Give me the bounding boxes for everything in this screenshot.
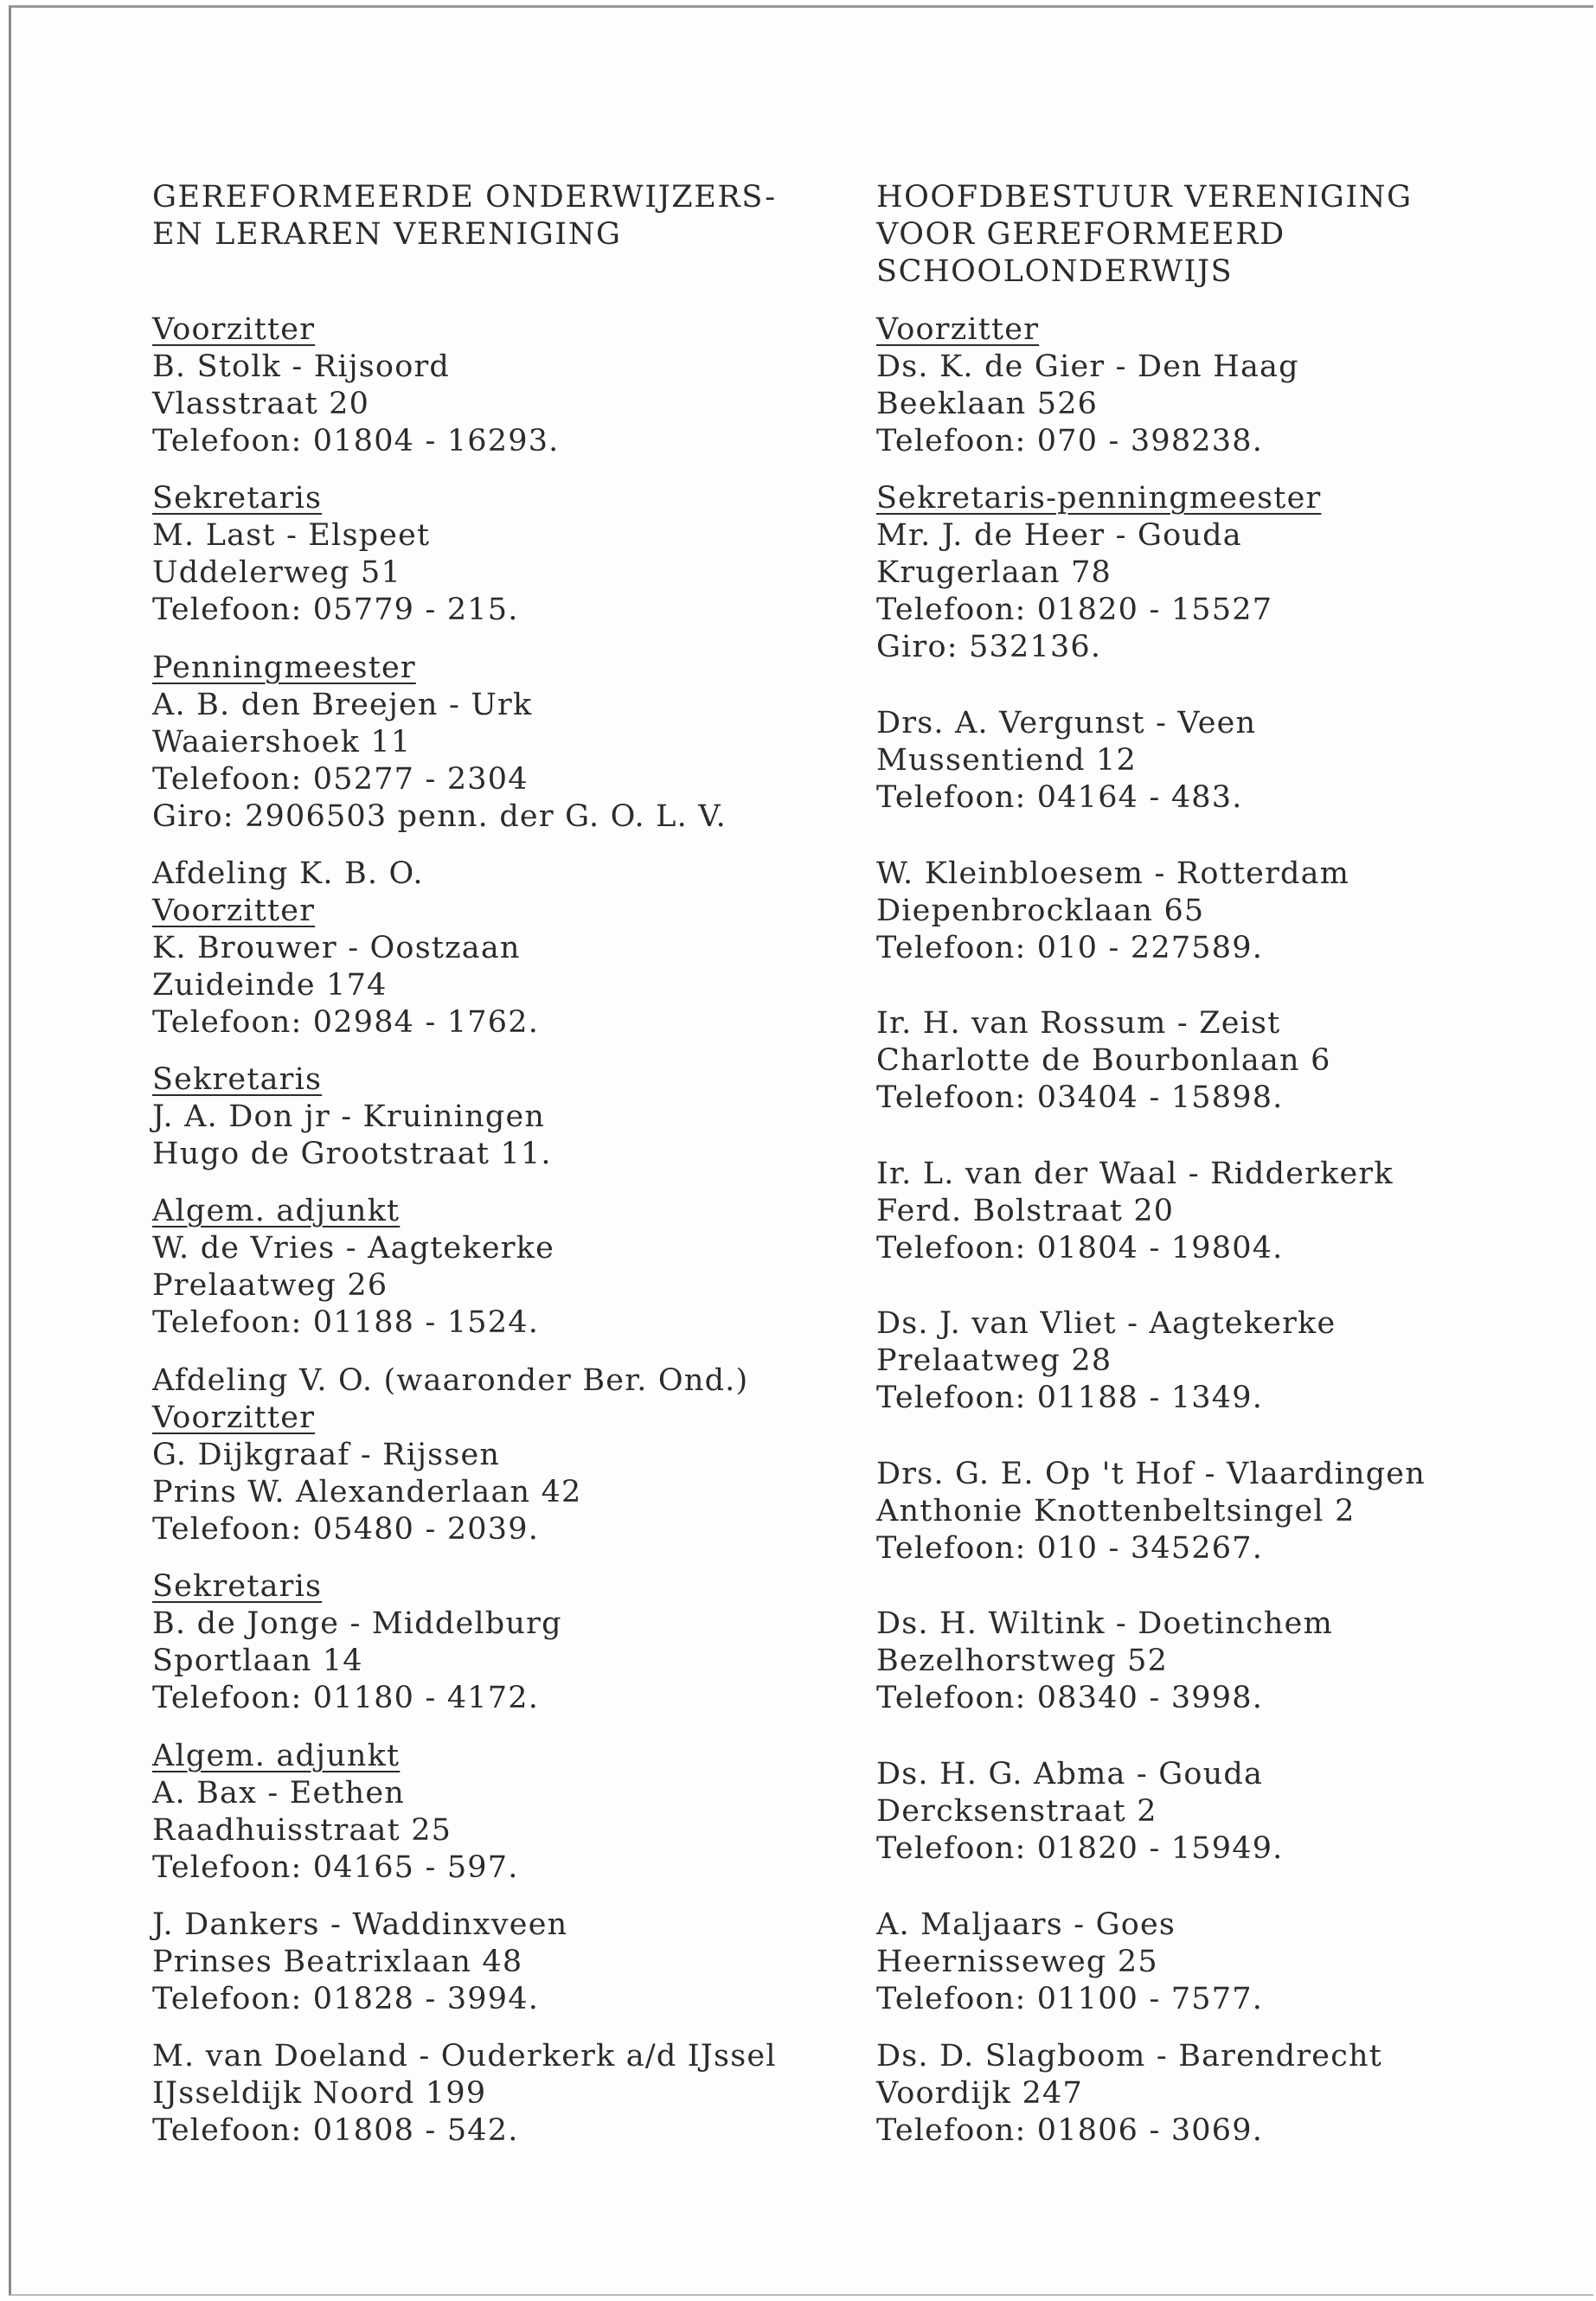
entry-address: Vlasstraat 20 [152,387,370,421]
entry-address: Prinses Beatrixlaan 48 [152,1945,523,1979]
entry-phone: Telefoon: 01806 - 3069. [876,2113,1264,2148]
left-heading-line-2: EN LERAREN VERENIGING [152,217,622,252]
entry-name: J. Dankers - Waddinxveen [152,1907,568,1942]
entry-address: Anthonie Knottenbeltsingel 2 [876,1494,1356,1529]
label-voorzitter: Voorzitter [876,312,1040,347]
entry-phone: Telefoon: 01188 - 1524. [152,1305,540,1340]
label-voorzitter: Voorzitter [152,894,316,928]
entry-name: B. de Jonge - Middelburg [152,1606,562,1641]
entry-phone: Telefoon: 03404 - 15898. [876,1080,1284,1115]
entry-phone: Telefoon: 08340 - 3998. [876,1681,1264,1715]
entry-giro: Giro: 2906503 penn. der G. O. L. V. [152,799,727,834]
entry-name: K. Brouwer - Oostzaan [152,931,521,965]
document-page [9,5,1593,2296]
label-sekretaris: Sekretaris [152,481,323,516]
entry-address: Krugerlaan 78 [876,555,1112,590]
entry-phone: Telefoon: 01188 - 1349. [876,1381,1264,1415]
entry-phone: Telefoon: 01828 - 3994. [152,1982,540,2016]
entry-address: Zuideinde 174 [152,968,388,1003]
label-voorzitter: Voorzitter [152,1400,316,1435]
entry-address: Uddelerweg 51 [152,555,401,590]
entry-address: IJsseldijk Noord 199 [152,2076,487,2111]
entry-name: Ds. H. Wiltink - Doetinchem [876,1606,1333,1641]
entry-address: Mussentiend 12 [876,743,1137,778]
entry-name: B. Stolk - Rijsoord [152,349,451,384]
entry-phone: Telefoon: 04165 - 597. [152,1850,519,1885]
entry-address: Hugo de Grootstraat 11. [152,1137,552,1171]
entry-phone: Telefoon: 01100 - 7577. [876,1982,1264,2016]
entry-name: W. de Vries - Aagtekerke [152,1231,555,1266]
entry-name: Ds. K. de Gier - Den Haag [876,349,1299,384]
entry-address: Raadhuisstraat 25 [152,1813,452,1848]
entry-name: A. B. den Breejen - Urk [152,688,533,722]
section-heading-afdeling-vo: Afdeling V. O. (waaronder Ber. Ond.) [152,1363,749,1398]
entry-address: Charlotte de Bourbonlaan 6 [876,1043,1331,1078]
entry-giro: Giro: 532136. [876,630,1102,664]
entry-phone: Telefoon: 05277 - 2304 [152,762,529,797]
entry-phone: Telefoon: 02984 - 1762. [152,1005,540,1040]
entry-phone: Telefoon: 01180 - 4172. [152,1681,540,1715]
entry-name: Ds. H. G. Abma - Gouda [876,1757,1264,1791]
entry-name: Ir. L. van der Waal - Ridderkerk [876,1157,1394,1191]
entry-name: M. van Doeland - Ouderkerk a/d IJssel [152,2039,777,2073]
entry-address: Heernisseweg 25 [876,1945,1158,1979]
entry-name: Mr. J. de Heer - Gouda [876,518,1242,553]
entry-address: Prelaatweg 28 [876,1343,1112,1378]
label-algem-adjunkt: Algem. adjunkt [152,1194,401,1228]
entry-phone: Telefoon: 01808 - 542. [152,2113,519,2148]
entry-phone: Telefoon: 01804 - 19804. [876,1231,1284,1266]
entry-address: Waaiershoek 11 [152,725,412,760]
entry-phone: Telefoon: 010 - 227589. [876,931,1264,965]
right-heading-line-3: SCHOOLONDERWIJS [876,254,1234,289]
entry-address: Sportlaan 14 [152,1644,363,1678]
entry-address: Beeklaan 526 [876,387,1099,421]
entry-name: W. Kleinbloesem - Rotterdam [876,856,1350,891]
section-heading-afdeling-kbo: Afdeling K. B. O. [152,856,424,891]
label-voorzitter: Voorzitter [152,312,316,347]
entry-name: Drs. A. Vergunst - Veen [876,706,1257,740]
entry-address: Prins W. Alexanderlaan 42 [152,1475,582,1509]
entry-name: M. Last - Elspeet [152,518,431,553]
entry-name: Drs. G. E. Op 't Hof - Vlaardingen [876,1457,1426,1491]
entry-name: A. Bax - Eethen [152,1776,406,1811]
label-algem-adjunkt: Algem. adjunkt [152,1739,401,1773]
entry-address: Prelaatweg 26 [152,1268,388,1303]
entry-name: Ds. D. Slagboom - Barendrecht [876,2039,1383,2073]
label-sekretaris: Sekretaris [152,1062,323,1097]
label-penningmeester: Penningmeester [152,651,416,685]
entry-address: Ferd. Bolstraat 20 [876,1194,1175,1228]
entry-address: Diepenbrocklaan 65 [876,894,1205,928]
entry-phone: Telefoon: 01804 - 16293. [152,424,560,458]
right-heading-line-2: VOOR GEREFORMEERD [876,217,1285,252]
entry-name: Ds. J. van Vliet - Aagtekerke [876,1306,1336,1341]
left-heading-line-1: GEREFORMEERDE ONDERWIJZERS- [152,180,777,215]
entry-phone: Telefoon: 05779 - 215. [152,593,519,627]
entry-phone: Telefoon: 05480 - 2039. [152,1512,540,1547]
entry-phone: Telefoon: 010 - 345267. [876,1531,1264,1566]
label-sekretaris-penningmeester: Sekretaris-penningmeester [876,481,1322,516]
right-heading-line-1: HOOFDBESTUUR VERENIGING [876,180,1413,215]
label-sekretaris: Sekretaris [152,1569,323,1604]
entry-name: A. Maljaars - Goes [876,1907,1176,1942]
entry-phone: Telefoon: 04164 - 483. [876,780,1243,815]
entry-address: Dercksenstraat 2 [876,1794,1157,1829]
entry-name: G. Dijkgraaf - Rijssen [152,1438,501,1472]
entry-phone: Telefoon: 01820 - 15527 [876,593,1273,627]
entry-name: J. A. Don jr - Kruiningen [152,1099,546,1134]
entry-phone: Telefoon: 01820 - 15949. [876,1831,1284,1866]
entry-name: Ir. H. van Rossum - Zeist [876,1006,1281,1041]
entry-address: Bezelhorstweg 52 [876,1644,1169,1678]
entry-address: Voordijk 247 [876,2076,1083,2111]
entry-phone: Telefoon: 070 - 398238. [876,424,1264,458]
